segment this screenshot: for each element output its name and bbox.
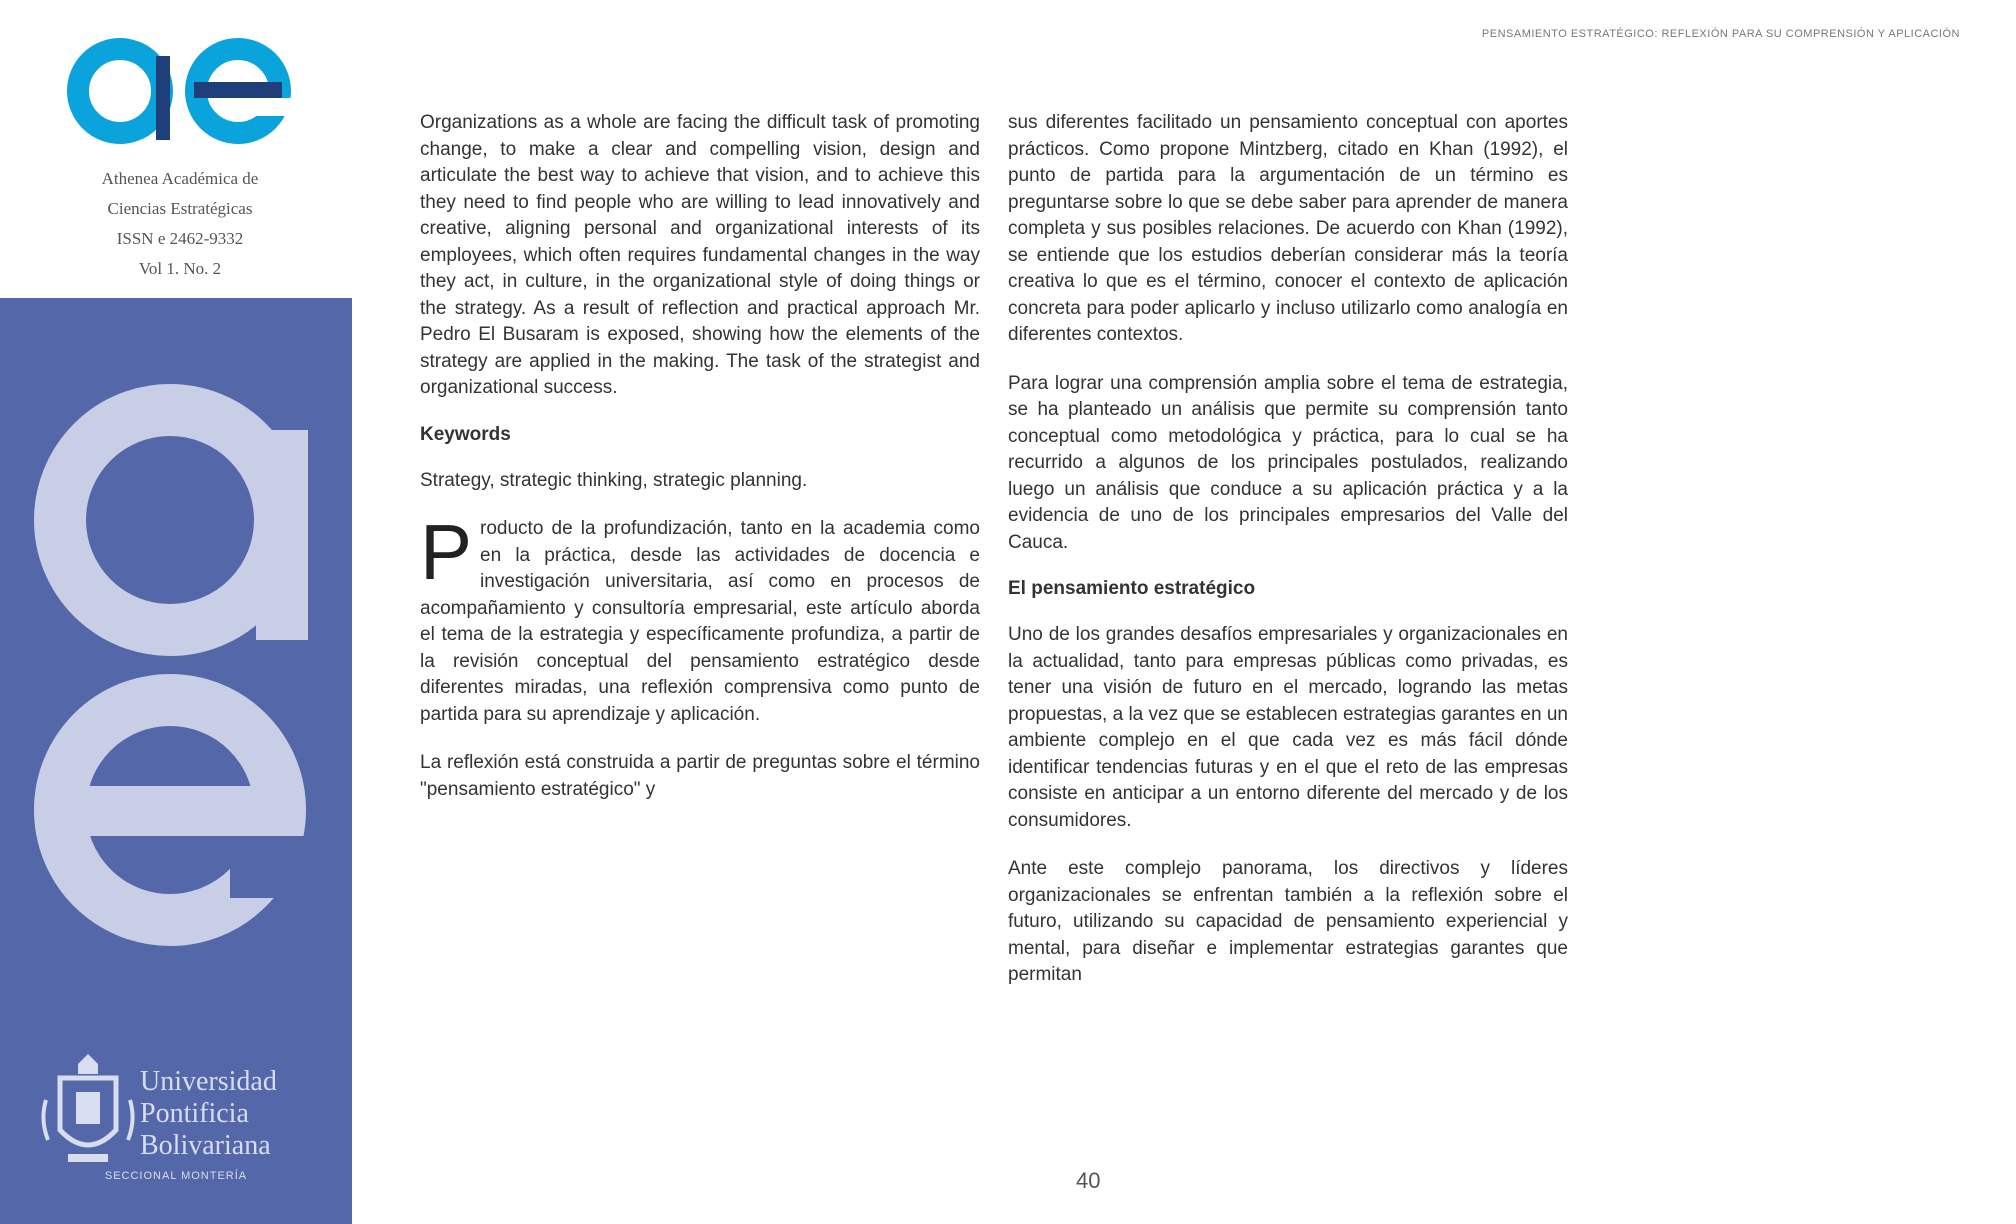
body-paragraph: sus diferentes facilitado un pensamiento conceptual con aportes prácticos. Como propone Mintzberg, citado en Khan (1992), el punto de partida para la argumentación de un término es preguntarse sobre lo que se debe saber para aprender de manera completa y sus posibles relaciones. De acuerdo con Khan (1992), se entiende que los estudios deberían considerar más la teoría creativa lo que es el término, conocer el contexto de aplicación concreta para poder aplicarlo y incluso utilizarlo como analogía en diferentes contextos. <box>1008 112 1568 345</box>
journal-info-line: Ciencias Estratégicas <box>107 199 253 218</box>
running-head: PENSAMIENTO ESTRATÉGICO: REFLEXIÓN PARA SU COMPRENSIÓN Y APLICACIÓN <box>1481 28 1960 40</box>
big-ae-logo-icon <box>20 370 330 980</box>
closing-paragraph: La reflexión está construida a partir de preguntas sobre el término "pensamiento estratégico" y <box>420 752 980 800</box>
keywords-text: Strategy, strategic thinking, strategic planning. <box>420 469 808 491</box>
journal-info <box>30 164 330 284</box>
university-name-line: Pontificia <box>140 1098 249 1129</box>
body-paragraph: Ante este complejo panorama, los directivos y líderes organizacionales se enfrentan también a la reflexión sobre el futuro, utilizando su capacidad de pensamiento experiencial y mental, para diseñar e implementar estrategias garantes que permitan <box>1008 858 1568 985</box>
page-number: 40 <box>1076 1168 1101 1193</box>
university-subtitle: SECCIONAL MONTERÍA <box>104 1170 248 1182</box>
left-column <box>420 110 980 825</box>
university-name-line: Bolivariana <box>140 1130 271 1161</box>
keywords-heading: Keywords <box>420 423 511 445</box>
body-paragraph: Uno de los grandes desafíos empresariales y organizacionales en la actualidad, tanto para empresas públicas como privadas, es tener una visión de futuro en el mercado, logrando las metas propuestas, a la vez que se establecen estrategias garantes en un ambiente complejo en el que cada vez es más fácil dónde identificar tendencias futuras y en el que el reto de las empresas consiste en anticipar a un entorno diferente del mercado y de los consumidores. <box>1008 624 1568 831</box>
journal-info-line: Athenea Académica de <box>101 169 259 188</box>
dropcap-letter: P <box>420 508 473 596</box>
university-crest-icon <box>38 1050 138 1172</box>
intro-text: roducto de la profundización, tanto en la academia como en la práctica, desde las actividades de docencia e investigación universitaria, así como en procesos de acompañamiento y consultoría empresarial, este artículo aborda el tema de la estrategia y específicamente profundiza, a partir de la revisión conceptual del pensamiento estratégico desde diferentes miradas, una reflexión comprensiva como punto de partida para su aprendizaje y aplicación. <box>420 518 980 725</box>
journal-info-line: Vol 1. No. 2 <box>138 259 222 278</box>
body-paragraph: Para lograr una comprensión amplia sobre el tema de estrategia, se ha planteado un análisis que permite su comprensión tanto conceptual como metodológica y práctica, para lo cual se ha recurrido a algunos de los principales postulados, realizando luego un análisis que conduce a su aplicación práctica y a la evidencia de uno de los principales empresarios del Valle del Cauca. <box>1008 372 1568 553</box>
journal-logo-icon <box>60 36 300 146</box>
university-name <box>140 1066 340 1162</box>
abstract-paragraph: Organizations as a whole are facing the difficult task of promoting change, to make a clear and compelling vision, design and articulate the best way to achieve that vision, and to achieve this they need to find people who are willing to lead innovatively and creative, aligning personal and organizational interests of its employees, which often requires fundamental changes in the way they act, in culture, in the organizational style of doing things or the strategy. As a result of reflection and practical approach Mr. Pedro El Busaram is exposed, showing how the elements of the strategy are applied in the making. The task of the strategist and organizational success. <box>420 112 980 398</box>
university-name-line: Universidad <box>140 1066 277 1097</box>
section-heading: El pensamiento estratégico <box>1008 578 1256 599</box>
right-column <box>1008 110 1568 1011</box>
journal-info-line: ISSN e 2462-9332 <box>116 229 244 248</box>
sidebar-panel <box>0 298 352 1224</box>
intro-paragraph <box>420 508 980 728</box>
